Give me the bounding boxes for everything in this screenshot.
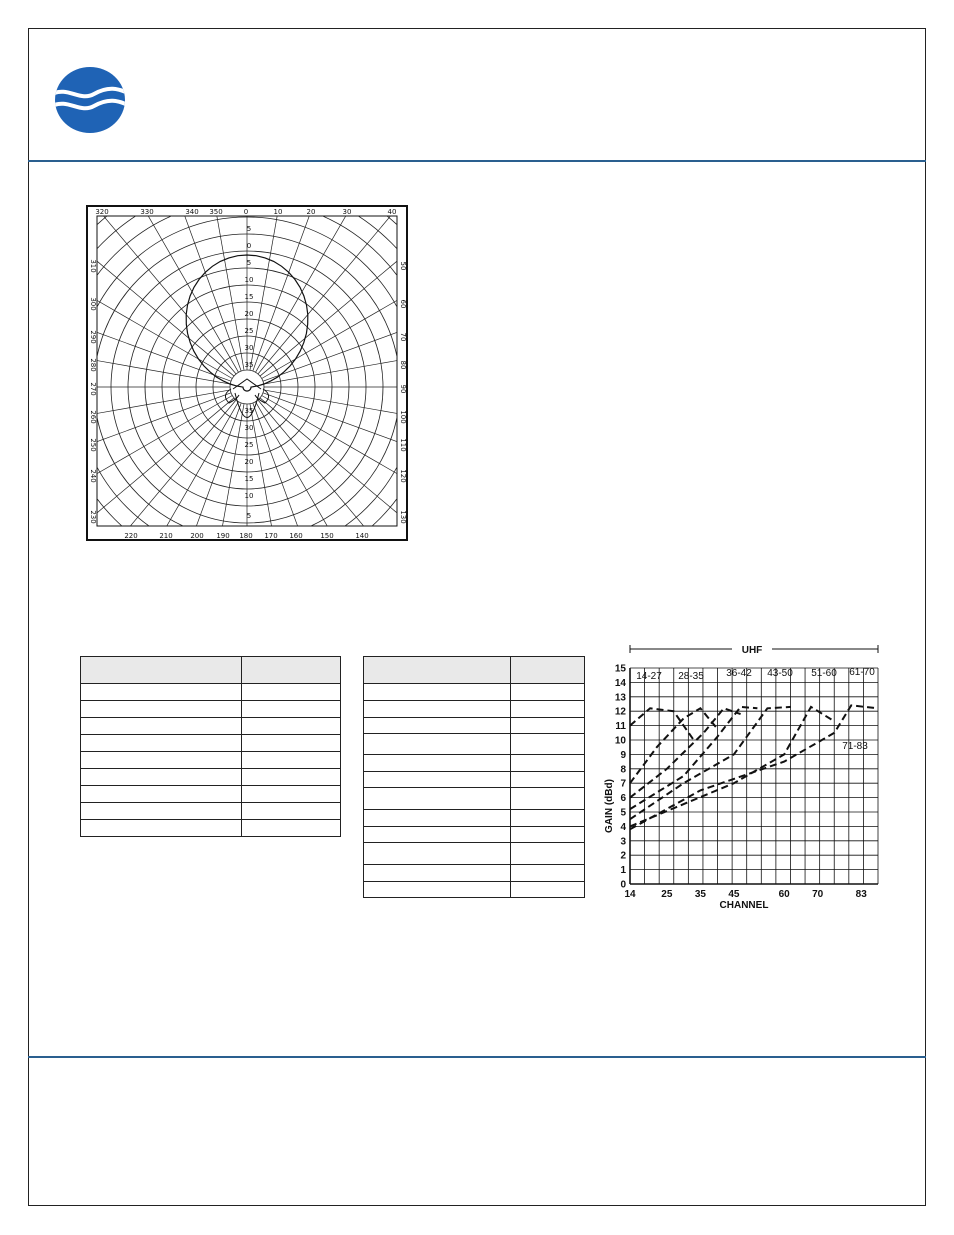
polar-left-label: 230 [89,510,97,524]
polar-radiation-pattern [85,204,409,542]
polar-right-label: 100 [399,410,407,424]
gain-series-label: 43-50 [767,668,793,679]
gain-series-line [630,707,791,819]
table-cell [364,684,511,701]
gain-x-tick: 25 [661,889,673,900]
table-row [81,820,341,837]
table-cell [81,820,242,837]
gain-y-tick: 10 [614,735,626,747]
table-header-row [81,657,341,684]
table-cell [511,684,585,701]
table-cell [364,734,511,755]
waves-circle-logo-icon [54,66,126,134]
gain-y-tick: 2 [620,850,626,862]
gain-x-tick: 35 [694,889,706,900]
table-cell [242,684,341,701]
gain-series-line [630,708,741,797]
table-cell [242,786,341,803]
polar-bottom-label: 150 [320,532,334,540]
gain-x-tick: 60 [778,889,790,900]
gain-grid [630,668,878,884]
spec-table-right [363,656,585,898]
polar-bottom-label: 180 [239,532,253,540]
table-row [364,827,585,843]
gain-x-label: CHANNEL [719,900,769,911]
polar-bottom-label: 140 [355,532,369,540]
company-logo [54,66,126,134]
polar-top-label: 30 [342,208,352,216]
polar-right-label: 120 [399,469,407,483]
polar-bottom-label: 210 [159,532,173,540]
table-cell [242,803,341,820]
polar-right-label: 90 [399,384,407,394]
table-row [81,684,341,701]
gain-y-tick: 14 [614,677,626,689]
gain-series-line [630,708,694,740]
table-cell [511,788,585,810]
table-cell [81,786,242,803]
table-row [81,752,341,769]
table-cell [242,718,341,735]
polar-left-label: 260 [89,410,97,424]
gain-x-tick: 83 [855,889,867,900]
gain-x-tick: 45 [728,889,740,900]
polar-right-label: 80 [399,360,407,370]
gain-series-label: 28-35 [678,671,704,682]
polar-left-label: 280 [89,358,97,372]
polar-right-label: 50 [399,261,407,271]
table-cell [511,772,585,788]
table-header-cell [242,657,341,684]
table-cell [511,865,585,882]
table-row [364,788,585,810]
table-header-cell [81,657,242,684]
table-row [364,755,585,772]
table-cell [81,769,242,786]
table-cell [364,755,511,772]
table-row [364,772,585,788]
polar-ring-label: 5 [246,512,252,520]
table-cell [511,755,585,772]
gain-y-tick: 9 [620,749,626,761]
gain-y-tick: 15 [614,663,626,675]
gain-series-label: 61-70 [849,667,875,678]
gain-y-tick: 6 [620,793,626,805]
polar-top-label: 350 [209,208,223,216]
polar-top-label: 330 [140,208,154,216]
table-cell [81,752,242,769]
polar-bottom-label: 170 [264,532,278,540]
polar-left-label: 300 [89,297,97,311]
polar-ring-label: 25 [244,327,254,335]
polar-top-label: 340 [185,208,199,216]
polar-bottom-label: 190 [216,532,230,540]
table-row [364,684,585,701]
gain-y-label: GAIN (dBd) [604,779,615,833]
table-cell [81,803,242,820]
polar-ring-label: 10 [244,492,254,500]
table-cell [81,684,242,701]
polar-ring-label: 35 [244,407,254,415]
polar-top-label: 0 [243,208,249,216]
gain-y-tick: 1 [620,865,626,877]
polar-left-label: 290 [89,330,97,344]
gain-y-tick: 12 [614,706,626,718]
polar-ring-label: 10 [244,276,254,284]
table-cell [242,820,341,837]
table-cell [364,701,511,718]
table-row [364,701,585,718]
polar-left-label: 310 [89,259,97,273]
table-header-row [364,657,585,684]
polar-ring-label: 5 [246,259,252,267]
gain-y-tick: 7 [620,778,626,790]
gain-y-tick: 13 [614,692,626,704]
table-row [81,786,341,803]
polar-top-label: 20 [306,208,316,216]
table-cell [511,827,585,843]
table-cell [511,701,585,718]
table-cell [364,788,511,810]
polar-ring-label: 0 [246,242,252,250]
table-row [364,882,585,898]
gain-x-tick: 70 [812,889,824,900]
table-cell [364,718,511,734]
table-cell [364,810,511,827]
table-row [364,810,585,827]
polar-left-label: 250 [89,438,97,452]
polar-ring-label: 20 [244,458,254,466]
gain-y-tick: 4 [620,821,626,833]
polar-ring-label: 20 [244,310,254,318]
table-cell [242,769,341,786]
polar-ring-label: 15 [244,475,254,483]
table-row [364,865,585,882]
gain-y-tick: 3 [620,836,626,848]
header-rule [28,160,926,162]
table-cell [511,810,585,827]
footer-rule [28,1056,926,1058]
table-cell [364,772,511,788]
polar-left-label: 240 [89,469,97,483]
polar-top-label: 40 [387,208,397,216]
table-cell [511,882,585,898]
table-cell [364,882,511,898]
spec-table-left [80,656,341,837]
table-cell [81,735,242,752]
table-cell [364,827,511,843]
polar-ring-label: 5 [246,225,252,233]
table-cell [242,752,341,769]
table-row [81,735,341,752]
table-cell [81,718,242,735]
table-cell [364,843,511,865]
gain-title: UHF [741,645,763,656]
gain-series-label: 36-42 [726,668,752,679]
polar-right-label: 60 [399,299,407,309]
table-row [364,734,585,755]
polar-ring-label: 30 [244,424,254,432]
table-cell [511,734,585,755]
table-header-cell [511,657,585,684]
table-header-cell [364,657,511,684]
polar-ring-label: 30 [244,344,254,352]
table-cell [511,718,585,734]
table-cell [511,843,585,865]
table-cell [364,865,511,882]
table-row [364,843,585,865]
gain-series-label: 71-83 [842,741,868,752]
polar-top-label: 320 [95,208,109,216]
polar-ring-label: 25 [244,441,254,449]
polar-right-label: 130 [399,510,407,524]
polar-bottom-label: 200 [190,532,204,540]
polar-bottom-label: 160 [289,532,303,540]
table-row [81,701,341,718]
polar-ring-label: 35 [244,361,254,369]
table-row [81,803,341,820]
gain-y-tick: 11 [615,721,626,733]
table-cell [242,701,341,718]
gain-y-tick: 5 [620,807,626,819]
table-row [81,718,341,735]
table-row [81,769,341,786]
gain-series-label: 51-60 [811,668,837,679]
gain-series-label: 14-27 [636,671,662,682]
table-cell [81,701,242,718]
polar-ring-label: 15 [244,293,254,301]
gain-x-tick: 14 [624,889,636,900]
polar-top-label: 10 [273,208,283,216]
polar-right-label: 70 [399,332,407,342]
table-cell [242,735,341,752]
polar-bottom-label: 220 [124,532,138,540]
table-row [364,718,585,734]
gain-chart [600,637,890,913]
gain-y-tick: 0 [620,879,626,891]
polar-right-label: 110 [399,438,407,452]
polar-left-label: 270 [89,382,97,396]
gain-y-tick: 8 [620,764,626,776]
